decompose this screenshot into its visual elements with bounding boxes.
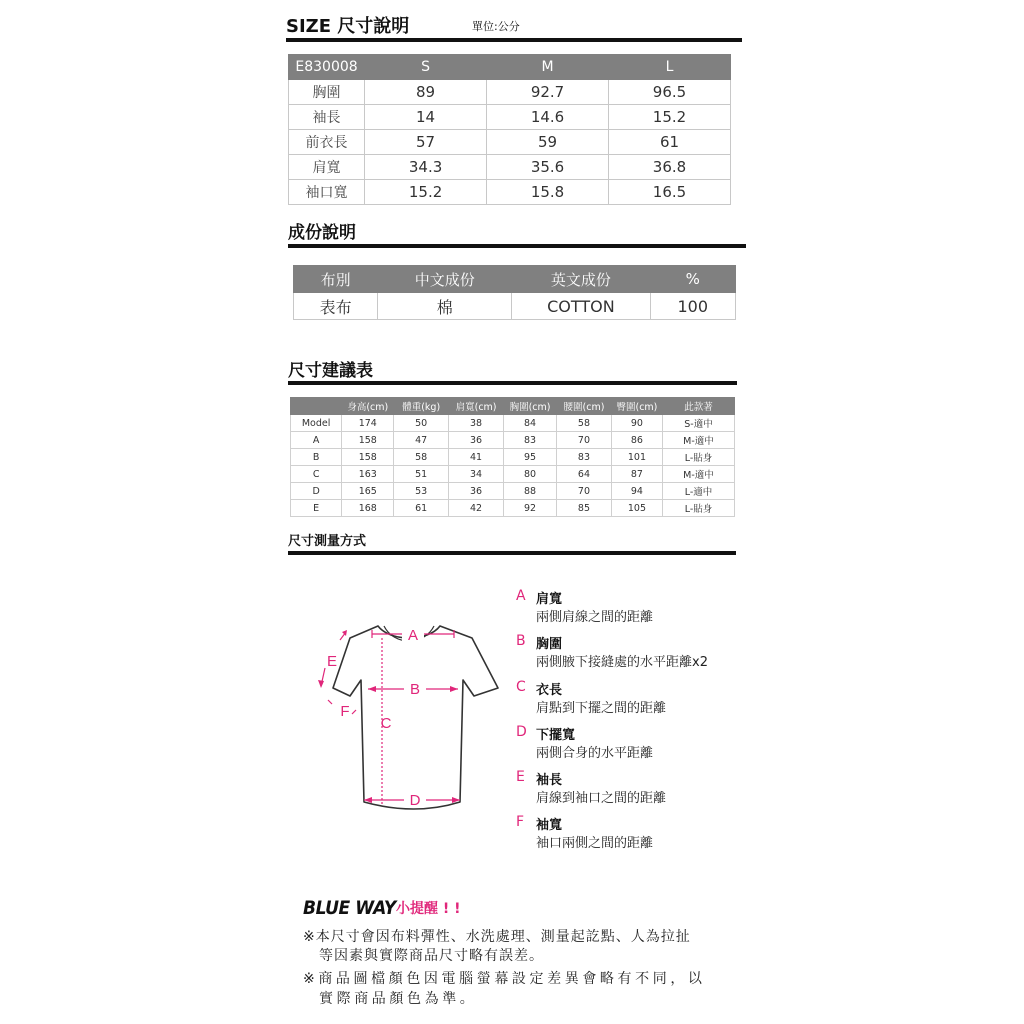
row-label: 肩寬 — [289, 155, 365, 180]
cell: L-適中 — [662, 483, 734, 500]
cell: 16.5 — [609, 180, 731, 205]
tshirt-outline — [333, 626, 498, 809]
legend-desc: 肩點到下擺之間的距離 — [536, 701, 667, 716]
cell: 174 — [342, 415, 394, 432]
material-section-title: 成份說明 — [288, 223, 356, 243]
table-row — [289, 155, 731, 180]
cell: 36 — [449, 483, 504, 500]
table-row — [291, 432, 735, 449]
diagram-label-e: E — [326, 653, 338, 670]
cell: A — [291, 432, 342, 449]
tshirt-diagram — [300, 610, 510, 820]
material-section-rule — [288, 244, 746, 248]
cell: L-貼身 — [662, 449, 734, 466]
measure-section-title: 尺寸測量方式 — [288, 534, 367, 549]
diagram-label-d: D — [409, 792, 421, 809]
cell: 36.8 — [609, 155, 731, 180]
cell: C — [291, 466, 342, 483]
size-section-title: SIZE 尺寸說明 — [286, 16, 410, 37]
cell: 61 — [394, 500, 449, 517]
legend-name: 袖寬 — [536, 818, 563, 833]
cell: 41 — [449, 449, 504, 466]
suggest-table — [290, 397, 735, 517]
note-2-line-2: 實際商品顏色為準。 — [319, 991, 478, 1007]
cell: M-適中 — [662, 432, 734, 449]
cell: 表布 — [294, 293, 378, 320]
cell: 86 — [611, 432, 662, 449]
cell: 70 — [557, 432, 612, 449]
note-2-line-1: ※商品圖檔顏色因電腦螢幕設定差異會略有不同，以 — [303, 971, 706, 987]
cell: 58 — [557, 415, 612, 432]
cell: 61 — [609, 130, 731, 155]
suggest-header: 身高(cm) — [342, 398, 394, 415]
cell: L-貼身 — [662, 500, 734, 517]
cell: 85 — [557, 500, 612, 517]
legend-desc: 兩側腋下接縫處的水平距離x2 — [536, 655, 708, 670]
cell: 96.5 — [609, 80, 731, 105]
size-table — [288, 54, 731, 205]
cell: 34 — [449, 466, 504, 483]
row-label: 前衣長 — [289, 130, 365, 155]
size-table-header — [289, 55, 731, 80]
table-row — [291, 500, 735, 517]
suggest-header: 體重(kg) — [394, 398, 449, 415]
table-row — [289, 105, 731, 130]
cell: 168 — [342, 500, 394, 517]
cell: 15.2 — [609, 105, 731, 130]
cell: 163 — [342, 466, 394, 483]
diagram-label-c: C — [380, 715, 392, 732]
cell: 58 — [394, 449, 449, 466]
cell: 89 — [365, 80, 487, 105]
cell: 95 — [504, 449, 557, 466]
suggest-table-header — [291, 398, 735, 415]
legend-desc: 袖口兩側之間的距離 — [536, 836, 654, 851]
legend-name: 袖長 — [536, 773, 563, 788]
brand-logo: BLUE WAY — [303, 897, 396, 919]
material-table-header — [294, 266, 736, 293]
legend-letter: C — [516, 679, 526, 695]
cell: 83 — [557, 449, 612, 466]
cell: 36 — [449, 432, 504, 449]
material-header-zh: 中文成份 — [378, 266, 512, 293]
legend-desc: 肩線到袖口之間的距離 — [536, 791, 667, 806]
cell: 42 — [449, 500, 504, 517]
diagram-label-f: F — [340, 703, 350, 720]
legend-letter: D — [516, 724, 527, 740]
legend-letter: E — [516, 769, 525, 785]
suggest-header: 此款著 — [662, 398, 734, 415]
cell: D — [291, 483, 342, 500]
table-row — [291, 449, 735, 466]
table-row — [289, 130, 731, 155]
cell: 47 — [394, 432, 449, 449]
material-table — [293, 265, 736, 320]
cell: 101 — [611, 449, 662, 466]
cell: 50 — [394, 415, 449, 432]
reminder-label: 小提醒 ! ! — [396, 901, 461, 917]
cell: 51 — [394, 466, 449, 483]
table-row — [291, 483, 735, 500]
table-row — [289, 180, 731, 205]
table-row — [291, 415, 735, 432]
cell: 80 — [504, 466, 557, 483]
legend-name: 肩寬 — [536, 592, 563, 607]
cell: 53 — [394, 483, 449, 500]
cell: 70 — [557, 483, 612, 500]
cell: 15.8 — [487, 180, 609, 205]
cell: 15.2 — [365, 180, 487, 205]
size-header-s: S — [365, 55, 487, 80]
diagram-label-a: A — [407, 627, 419, 644]
cell: 158 — [342, 432, 394, 449]
legend-name: 胸圍 — [536, 637, 563, 652]
diagram-label-b: B — [409, 681, 421, 698]
cell: 165 — [342, 483, 394, 500]
cell: 100 — [650, 293, 735, 320]
material-header-percent: % — [650, 266, 735, 293]
cell: M-適中 — [662, 466, 734, 483]
legend-name: 下擺寬 — [536, 728, 576, 743]
suggest-header — [291, 398, 342, 415]
unit-label: 單位:公分 — [472, 20, 520, 33]
suggest-section-rule — [288, 381, 737, 385]
row-label: 胸圍 — [289, 80, 365, 105]
legend-desc: 兩側肩線之間的距離 — [536, 610, 654, 625]
cell: 105 — [611, 500, 662, 517]
suggest-section-title: 尺寸建議表 — [288, 361, 373, 381]
cell: 94 — [611, 483, 662, 500]
legend-letter: F — [516, 814, 525, 830]
size-header-l: L — [609, 55, 731, 80]
size-header-m: M — [487, 55, 609, 80]
size-header-code: E830008 — [289, 55, 365, 80]
cell: 84 — [504, 415, 557, 432]
cell: 棉 — [378, 293, 512, 320]
note-1-line-2: 等因素與實際商品尺寸略有誤差。 — [319, 948, 544, 964]
cell: E — [291, 500, 342, 517]
cell: 87 — [611, 466, 662, 483]
cell: 59 — [487, 130, 609, 155]
cell: COTTON — [512, 293, 650, 320]
cell: 83 — [504, 432, 557, 449]
legend-name: 衣長 — [536, 683, 563, 698]
cell: Model — [291, 415, 342, 432]
cell: 90 — [611, 415, 662, 432]
material-header-fabric: 布別 — [294, 266, 378, 293]
table-row — [291, 466, 735, 483]
suggest-header: 胸圍(cm) — [504, 398, 557, 415]
cell: 14 — [365, 105, 487, 130]
suggest-header: 臀圍(cm) — [611, 398, 662, 415]
table-row — [294, 293, 736, 320]
cell: 92 — [504, 500, 557, 517]
cell: 34.3 — [365, 155, 487, 180]
note-1-line-1: ※本尺寸會因布料彈性、水洗處理、測量起訖點、人為拉扯 — [303, 929, 691, 945]
cell: 38 — [449, 415, 504, 432]
material-header-en: 英文成份 — [512, 266, 650, 293]
cell: 158 — [342, 449, 394, 466]
cell: 57 — [365, 130, 487, 155]
row-label: 袖長 — [289, 105, 365, 130]
suggest-header: 肩寬(cm) — [449, 398, 504, 415]
cell: 35.6 — [487, 155, 609, 180]
table-row — [289, 80, 731, 105]
suggest-header: 腰圍(cm) — [557, 398, 612, 415]
cell: S-適中 — [662, 415, 734, 432]
cell: 14.6 — [487, 105, 609, 130]
cell: 64 — [557, 466, 612, 483]
legend-desc: 兩側合身的水平距離 — [536, 746, 654, 761]
legend-letter: B — [516, 633, 526, 649]
cell: B — [291, 449, 342, 466]
cell: 92.7 — [487, 80, 609, 105]
size-section-rule — [286, 38, 742, 42]
legend-letter: A — [516, 588, 526, 604]
cell: 88 — [504, 483, 557, 500]
measure-section-rule — [288, 551, 736, 555]
row-label: 袖口寬 — [289, 180, 365, 205]
